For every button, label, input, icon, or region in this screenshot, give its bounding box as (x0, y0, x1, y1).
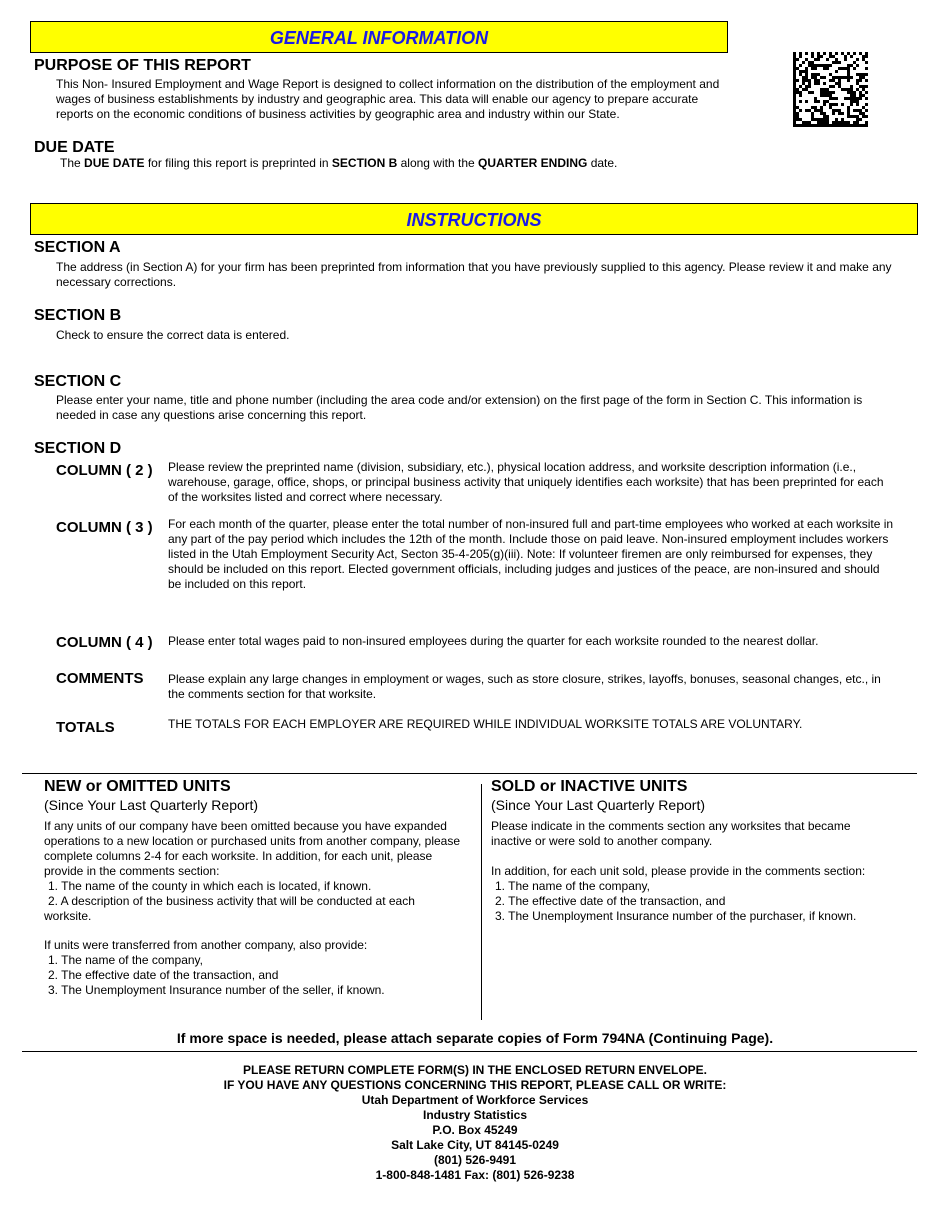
sold-units-intro-2: In addition, for each unit sold, please provide in the comments section: (491, 864, 866, 878)
footer-line-6: Salt Lake City, UT 84145-0249 (391, 1138, 559, 1152)
new-units-item-2: 2. A description of the business activity that will be conducted at each worksite. (44, 894, 415, 923)
footer-line-2: IF YOU HAVE ANY QUESTIONS CONCERNING THIS REPORT, PLEASE CALL OR WRITE: (223, 1078, 727, 1092)
totals-label: TOTALS (56, 719, 115, 736)
sold-units-subheading: (Since Your Last Quarterly Report) (491, 797, 705, 813)
section-divider-bottom (22, 1051, 917, 1052)
column-3-text: For each month of the quarter, please enter the total number of non-insured full and part-time employees who worked at each worksite in any part of the pay period which includes the 12th of the month. Include those on paid leave. Non-insured employment includes workers listed in the Utah Employment Security Act, Secton 35-4-205(g)(iii). Note: If volunteer firemen are only reimbursed for expenses, they should be included on this report. Elected government officials, including judges and justices of the peace, are non-insured and should be included on this report. (168, 517, 894, 591)
column-4-text: Please enter total wages paid to non-insured employees during the quarter for each worksite rounded to the nearest dollar. (168, 634, 819, 648)
due-date-heading: DUE DATE (34, 139, 115, 156)
due-text-part: date. (590, 156, 618, 170)
instructions-banner: INSTRUCTIONS (30, 203, 918, 235)
section-b-text: Check to ensure the correct data is entered. (56, 328, 290, 342)
footer-line-5: P.O. Box 45249 (432, 1123, 518, 1137)
sold-item-2: 2. The effective date of the transaction, and (495, 894, 726, 908)
section-a-heading: SECTION A (34, 239, 121, 256)
new-units-intro: If any units of our company have been omitted because you have expanded operations to a new location or purchased units from another company, please complete columns 2-4 for each worksite. In addition, for each unit, please provide in the comments section: (44, 819, 461, 878)
section-c-text: Please enter your name, title and phone number (including the area code and/or extension) on the first page of the form in Section C. This information is needed in case any questions arise concerning this report. (56, 393, 863, 422)
sold-item-3: 3. The Unemployment Insurance number of the purchaser, if known. (495, 909, 857, 923)
due-date-bold: DUE DATE (84, 156, 145, 170)
section-divider-top (22, 773, 917, 774)
column-4-label: COLUMN ( 4 ) (56, 634, 153, 651)
comments-label: COMMENTS (56, 670, 144, 687)
transfer-item-2: 2. The effective date of the transaction, and (48, 968, 279, 982)
section-c-heading: SECTION C (34, 373, 122, 390)
footer-line-7: (801) 526-9491 (433, 1153, 517, 1167)
section-b-heading: SECTION B (34, 307, 122, 324)
transfer-item-1: 1. The name of the company, (48, 953, 203, 967)
totals-text: THE TOTALS FOR EACH EMPLOYER ARE REQUIRED WHILE INDIVIDUAL WORKSITE TOTALS ARE VOLUNTARY. (168, 717, 803, 731)
sold-units-intro: Please indicate in the comments section any worksites that became inactive or were sold to another company. (491, 819, 851, 848)
footer-line-8: 1-800-848-1481 Fax: (801) 526-9238 (375, 1168, 575, 1182)
column-2-text: Please review the preprinted name (division, subsidiary, etc.), physical location address, and worksite description information (i.e., warehouse, garage, office, shops, or principal business activity that uniquely identifies each worksite) that has been preprinted for each of the worksites listed and correct where necessary. (168, 460, 884, 504)
due-text-part: The (60, 156, 81, 170)
due-date-text (60, 156, 860, 171)
column-divider (481, 784, 482, 1020)
section-b-bold: SECTION B (331, 156, 398, 170)
new-units-heading: NEW or OMITTED UNITS (44, 778, 231, 795)
footer-line-4: Industry Statistics (422, 1108, 528, 1122)
footer-line-1: PLEASE RETURN COMPLETE FORM(S) IN THE ENCLOSED RETURN ENVELOPE. (242, 1063, 708, 1077)
section-d-heading: SECTION D (34, 440, 122, 457)
more-space-note: If more space is needed, please attach separate copies of Form 794NA (Continuing Page). (176, 1030, 774, 1046)
new-units-subheading: (Since Your Last Quarterly Report) (44, 797, 258, 813)
due-text-part: for filing this report is preprinted in (147, 156, 329, 170)
transfer-item-3: 3. The Unemployment Insurance number of the seller, if known. (48, 983, 385, 997)
column-3-label: COLUMN ( 3 ) (56, 519, 153, 536)
qr-code-icon (793, 52, 868, 127)
comments-text: Please explain any large changes in employment or wages, such as store closure, strikes, layoffs, bonuses, seasonal changes, etc., in the comments section for that worksite. (168, 672, 881, 701)
column-2-label: COLUMN ( 2 ) (56, 462, 153, 479)
footer-line-3: Utah Department of Workforce Services (361, 1093, 589, 1107)
section-a-text: The address (in Section A) for your firm has been preprinted from information that you have previously supplied to this agency. Please review it and make any necessary corrections. (56, 260, 892, 289)
transfer-intro: If units were transferred from another company, also provide: (44, 938, 368, 952)
purpose-heading: PURPOSE OF THIS REPORT (34, 57, 251, 74)
quarter-ending-bold: QUARTER ENDING (478, 156, 588, 170)
general-information-banner: GENERAL INFORMATION (30, 21, 728, 53)
sold-units-heading: SOLD or INACTIVE UNITS (491, 778, 688, 795)
due-text-part: along with the (400, 156, 475, 170)
new-units-item-1: 1. The name of the county in which each is located, if known. (48, 879, 372, 893)
purpose-text: This Non- Insured Employment and Wage Report is designed to collect information on the distribution of the employment and wages of business establishments by industry and geographic area. This data will enable our agency to prepare accurate reports on the economic conditions of business activities by geographic area and industry within our State. (56, 77, 720, 121)
sold-item-1: 1. The name of the company, (495, 879, 650, 893)
